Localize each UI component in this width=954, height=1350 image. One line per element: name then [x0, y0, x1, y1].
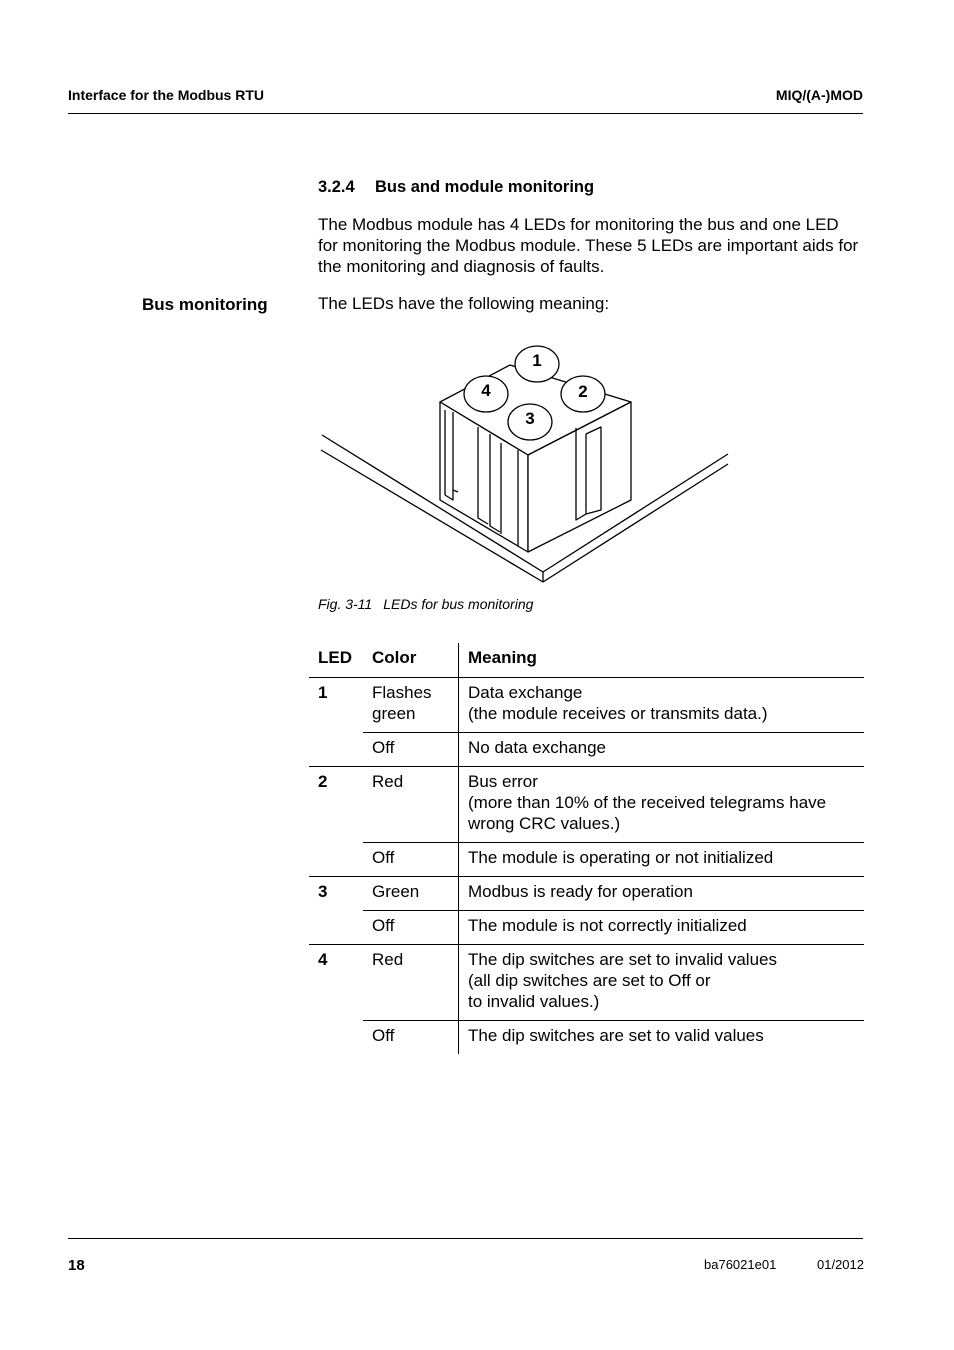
- led-color-line: Off: [372, 916, 395, 935]
- led-meaning-line: Modbus is ready for operation: [468, 882, 693, 901]
- section-number: 3.2.4: [318, 178, 355, 196]
- led-color-line: Off: [372, 738, 395, 757]
- led-meaning-line: The module is not correctly initialized: [468, 916, 747, 935]
- table-row: [309, 767, 864, 843]
- running-header-title: Interface for the Modbus RTU: [68, 87, 265, 103]
- led-meaning-cell: [459, 911, 865, 945]
- led-meaning-line: (more than 10% of the received telegrams have: [468, 793, 827, 812]
- side-heading: Bus monitoring: [142, 295, 268, 314]
- figure-number: Fig. 3-11: [318, 596, 373, 612]
- led-color-cell: [363, 877, 459, 911]
- led-meaning-line: (all dip switches are set to Off or: [468, 971, 711, 990]
- led-meaning-cell: [459, 1021, 865, 1055]
- led-color-cell: [363, 911, 459, 945]
- page-number: 18: [68, 1257, 85, 1274]
- led-number-cell: 2: [309, 767, 363, 877]
- led-color-line: Green: [372, 882, 420, 901]
- led-color-line: Flashes: [372, 683, 432, 702]
- led-label-4: 4: [481, 381, 491, 400]
- led-color-line: Off: [372, 1026, 395, 1045]
- led-color-line: Red: [372, 772, 404, 791]
- led-meaning-cell: [459, 733, 865, 767]
- led-meaning-line: to invalid values.): [468, 992, 600, 1011]
- led-color-cell: [363, 678, 459, 733]
- table-row: [309, 1021, 864, 1055]
- led-color-line: green: [372, 704, 416, 723]
- document-id: ba76021e01: [704, 1257, 777, 1272]
- led-meaning-line: The dip switches are set to valid values: [468, 1026, 764, 1045]
- led-meaning-cell: [459, 678, 865, 733]
- led-color-cell: [363, 733, 459, 767]
- running-header-model: MIQ/(A-)MOD: [775, 87, 863, 103]
- led-meaning-table: [309, 643, 864, 1054]
- table-row: [309, 733, 864, 767]
- document-date: 01/2012: [817, 1257, 864, 1272]
- figure-caption: [318, 596, 533, 612]
- table-row: [309, 911, 864, 945]
- led-meaning-line: No data exchange: [468, 738, 606, 757]
- led-meaning-cell: [459, 767, 865, 843]
- section-heading: [318, 178, 594, 197]
- header-rule: [68, 113, 863, 114]
- led-number-cell: 4: [309, 945, 363, 1055]
- led-meaning-line: Data exchange: [468, 683, 583, 702]
- table-row: [309, 678, 864, 733]
- col-color-header: Color: [363, 643, 459, 678]
- led-meaning-cell: [459, 877, 865, 911]
- table-header-row: [309, 643, 864, 678]
- led-meaning-cell: [459, 945, 865, 1021]
- led-color-line: Red: [372, 950, 404, 969]
- figure-caption-text: LEDs for bus monitoring: [383, 596, 534, 612]
- led-meaning-line: The dip switches are set to invalid values: [468, 950, 777, 969]
- table-body: [309, 678, 864, 1055]
- led-label-3: 3: [525, 409, 535, 428]
- led-meaning-cell: [459, 843, 865, 877]
- led-label-1: 1: [532, 351, 542, 370]
- intro-paragraph: The Modbus module has 4 LEDs for monitoring the bus and one LED for monitoring the Modbus module. These 5 LEDs are important aids for the monitoring and diagnosis of faults.: [318, 215, 859, 276]
- led-color-line: Off: [372, 848, 395, 867]
- section-title: Bus and module monitoring: [375, 178, 595, 196]
- led-color-cell: [363, 945, 459, 1021]
- led-number-cell: 3: [309, 877, 363, 945]
- led-meaning-line: wrong CRC values.): [468, 814, 621, 833]
- led-label-2: 2: [578, 382, 588, 401]
- led-color-cell: [363, 1021, 459, 1055]
- table-row: [309, 843, 864, 877]
- led-color-cell: [363, 767, 459, 843]
- led-block-drawing: [318, 340, 738, 590]
- footer-rule: [68, 1238, 863, 1239]
- lead-in-text: The LEDs have the following meaning:: [318, 294, 610, 313]
- led-meaning-line: The module is operating or not initialized: [468, 848, 774, 867]
- led-number-cell: 1: [309, 678, 363, 767]
- col-led-header: LED: [318, 648, 352, 667]
- table-row: [309, 877, 864, 911]
- table-row: [309, 945, 864, 1021]
- led-color-cell: [363, 843, 459, 877]
- col-meaning-header: Meaning: [468, 648, 537, 667]
- led-figure: [318, 340, 738, 595]
- led-meaning-line: (the module receives or transmits data.): [468, 704, 768, 723]
- led-meaning-line: Bus error: [468, 772, 538, 791]
